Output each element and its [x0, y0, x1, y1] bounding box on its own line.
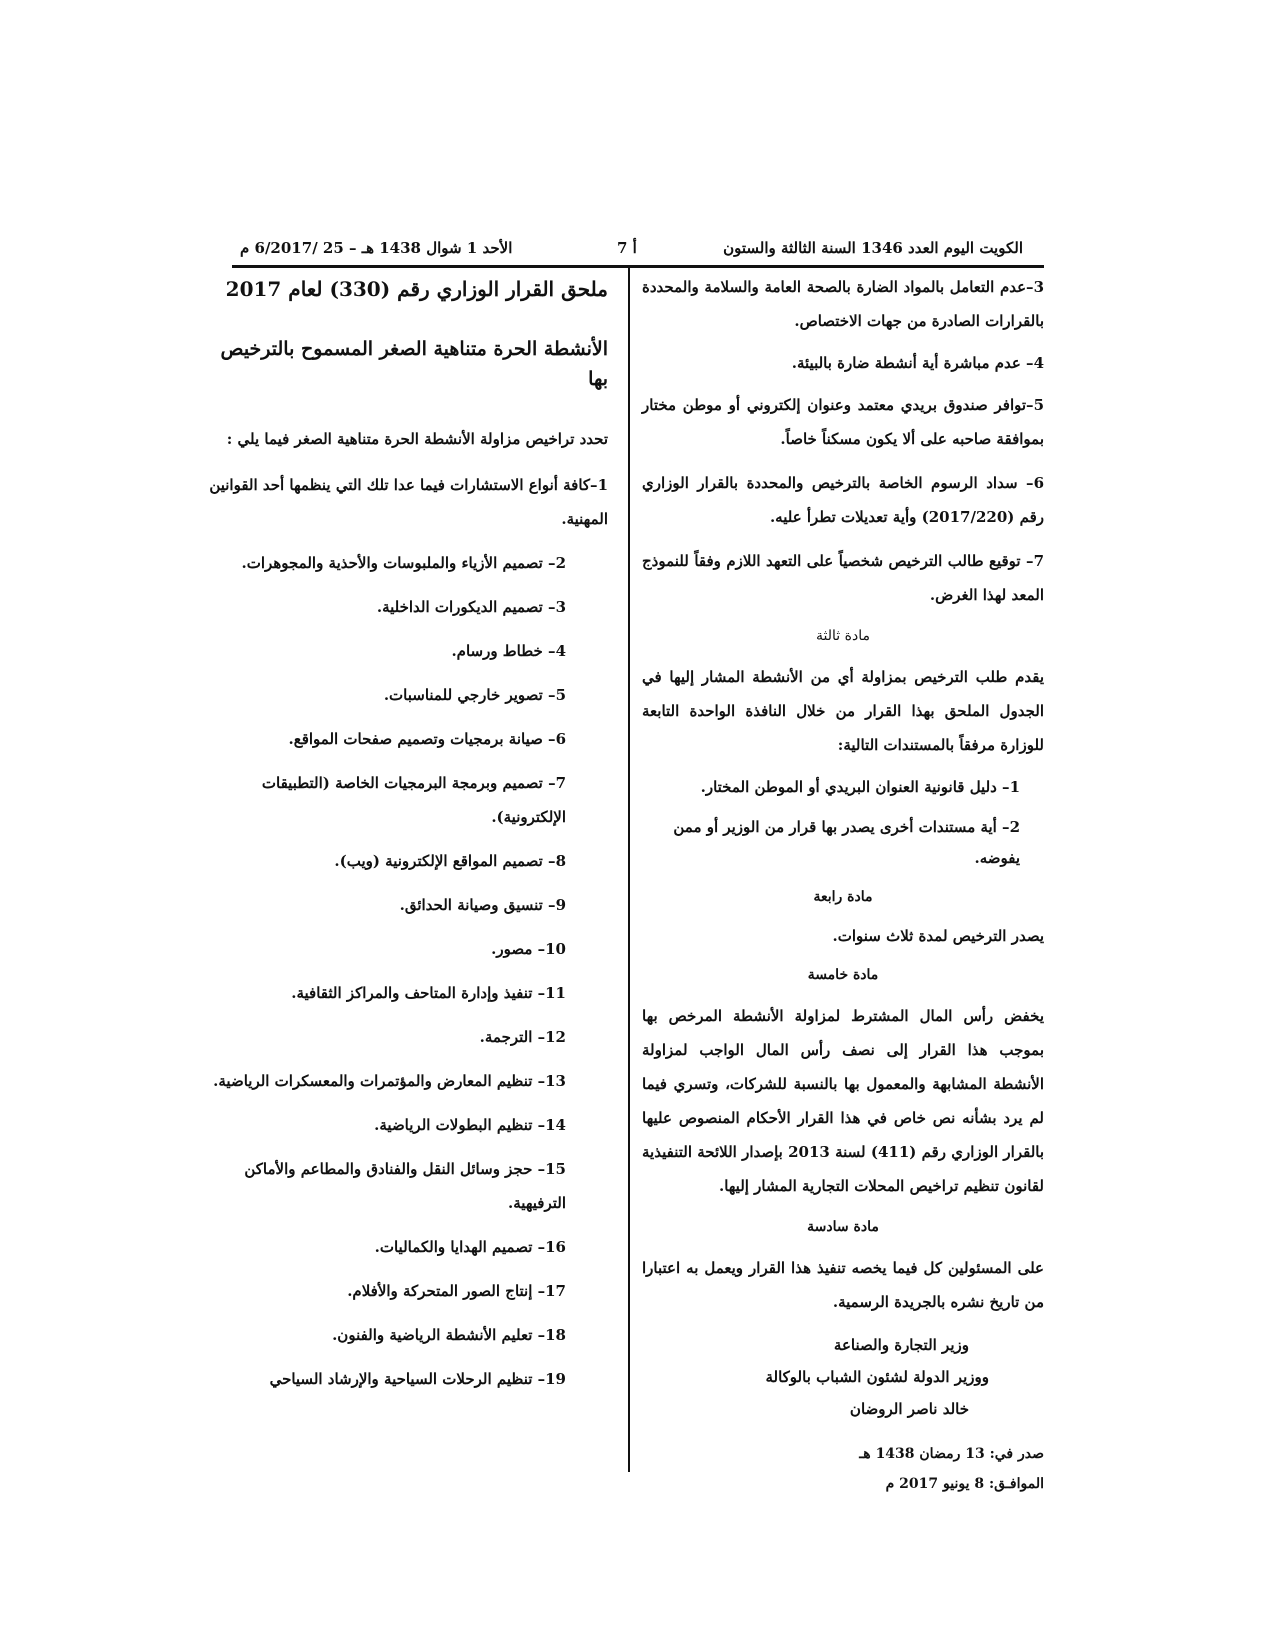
condition-item-3: 3–عدم التعامل بالمواد الضارة بالصحة العامة والسلامة والمحددة بالقرارات الصادرة من جهات الاختصاص. — [642, 278, 1044, 330]
signature-title-2: ووزير الدولة لشئون الشباب بالوكالة — [765, 1368, 989, 1386]
activity-item-8: 8– تصميم المواقع الإلكترونية (ويب). — [334, 852, 566, 870]
activity-item-1: 1–كافة أنواع الاستشارات فيما عدا تلك التي ينظمها أحد القوانين المهنية. — [209, 476, 608, 528]
issued-date-block — [642, 1439, 1044, 1499]
activity-item-4: 4– خطاط ورسام. — [451, 642, 566, 660]
activity-item-9: 9– تنسيق وصيانة الحدائق. — [399, 896, 566, 914]
activity-item-11: 11– تنفيذ وإدارة المتاحف والمراكز الثقافية. — [291, 984, 566, 1002]
annex-subtitle: الأنشطة الحرة متناهية الصغر المسموح بالترخيص بها — [220, 338, 608, 390]
activity-item-7: 7– تصميم وبرمجة البرمجيات الخاصة (التطبيقات الإلكترونية). — [261, 774, 566, 826]
condition-item-7: 7– توقيع طالب الترخيص شخصياً على التعهد اللازم وفقاً للنموذج المعد لهذا الغرض. — [642, 552, 1044, 604]
condition-item-5: 5–توافر صندوق بريدي معتمد وعنوان إلكتروني أو موطن مختار بموافقة صاحبه على ألا يكون مسكناً خاصاً. — [642, 396, 1044, 448]
condition-item-4: 4– عدم مباشرة أية أنشطة ضارة بالبيئة. — [791, 354, 1044, 372]
article-6-text: على المسئولين كل فيما يخصه تنفيذ هذا القرار ويعمل به اعتبارا من تاريخ نشره بالجريدة الرسمية. — [642, 1259, 1044, 1311]
activity-item-13: 13– تنظيم المعارض والمؤتمرات والمعسكرات الرياضية. — [213, 1072, 566, 1090]
article-3-item-2: 2– أية مستندات أخرى يصدر بها قرار من الوزير أو ممن يفوضه. — [673, 818, 1020, 867]
activity-item-17: 17– إنتاج الصور المتحركة والأفلام. — [347, 1282, 566, 1300]
activity-item-2: 2– تصميم الأزياء والملبوسات والأحذية والمجوهرات. — [241, 554, 566, 572]
article-5-text: يخفض رأس المال المشترط لمزاولة الأنشطة المرخص بها بموجب هذا القرار إلى نصف رأس المال الواجب لمزاولة الأنشطة المشابهة والمعمول بها بالنسبة للشركات، وتسري فيما لم يرد بشأنه نص خاص في هذا القرار الأحكام المنصوص عليها بالقرار الوزاري رقم (411) لسنة 2013 بإصدار اللائحة التنفيذية لقانون تنظيم تراخيص المحلات التجارية المشار إليها. — [642, 1007, 1045, 1195]
activity-item-19: 19– تنظيم الرحلات السياحية والإرشاد السياحي — [269, 1370, 566, 1388]
article-3-item-1: 1– دليل قانونية العنوان البريدي أو الموطن المختار. — [700, 778, 1020, 796]
activities-list — [206, 468, 608, 1396]
activity-item-14: 14– تنظيم البطولات الرياضية. — [374, 1116, 566, 1134]
activity-item-16: 16– تصميم الهدايا والكماليات. — [374, 1238, 566, 1256]
article-3-text: يقدم طلب الترخيص بمزاولة أي من الأنشطة المشار إليها في الجدول الملحق بهذا القرار من خلال النافذة الواحدة التابعة للوزارة مرفقاً بالمستندات التالية: — [642, 668, 1044, 754]
header-date: الأحد 1 شوال 1438 هـ – 25 /6/2017 م — [240, 239, 513, 257]
annex-intro: تحدد تراخيص مزاولة الأنشطة الحرة متناهية الصغر فيما يلي : — [226, 430, 608, 448]
activity-item-18: 18– تعليم الأنشطة الرياضية والفنون. — [332, 1326, 566, 1344]
article-4-heading: مادة رابعة — [813, 889, 873, 905]
signature-block — [642, 1329, 1044, 1425]
activity-item-15: 15– حجز وسائل النقل والفنادق والمطاعم والأماكن الترفيهية. — [244, 1160, 566, 1212]
signature-name: خالد ناصر الروضان — [849, 1400, 969, 1418]
activity-item-5: 5– تصوير خارجي للمناسبات. — [383, 686, 566, 704]
left-column — [206, 270, 608, 1406]
article-4-text: يصدر الترخيص لمدة ثلاث سنوات. — [832, 927, 1044, 945]
issued-hijri-date: صدر في: 13 رمضان 1438 هـ — [859, 1446, 1044, 1462]
annex-title: ملحق القرار الوزاري رقم (330) لعام 2017 — [225, 277, 608, 301]
activity-item-12: 12– الترجمة. — [479, 1028, 566, 1046]
right-column — [642, 270, 1044, 1499]
header-page-number: أ 7 — [617, 239, 637, 257]
activity-item-6: 6– صيانة برمجيات وتصميم صفحات المواقع. — [288, 730, 566, 748]
column-divider — [628, 266, 630, 1472]
activity-item-3: 3– تصميم الديكورات الداخلية. — [376, 598, 566, 616]
header-issue-info: الكويت اليوم العدد 1346 السنة الثالثة والستون — [723, 239, 1023, 257]
article-3-heading: مادة ثالثة — [816, 628, 870, 644]
signature-title-1: وزير التجارة والصناعة — [833, 1336, 969, 1354]
header-rule — [232, 265, 1044, 268]
issued-gregorian-date: الموافـق: 8 يونيو 2017 م — [885, 1476, 1044, 1492]
article-5-heading: مادة خامسة — [807, 967, 879, 983]
condition-item-6: 6– سداد الرسوم الخاصة بالترخيص والمحددة بالقرار الوزاري رقم (2017/220) وأية تعديلات تطرأ عليه. — [642, 474, 1044, 526]
activity-item-10: 10– مصور. — [491, 940, 566, 958]
article-6-heading: مادة سادسة — [807, 1219, 879, 1235]
